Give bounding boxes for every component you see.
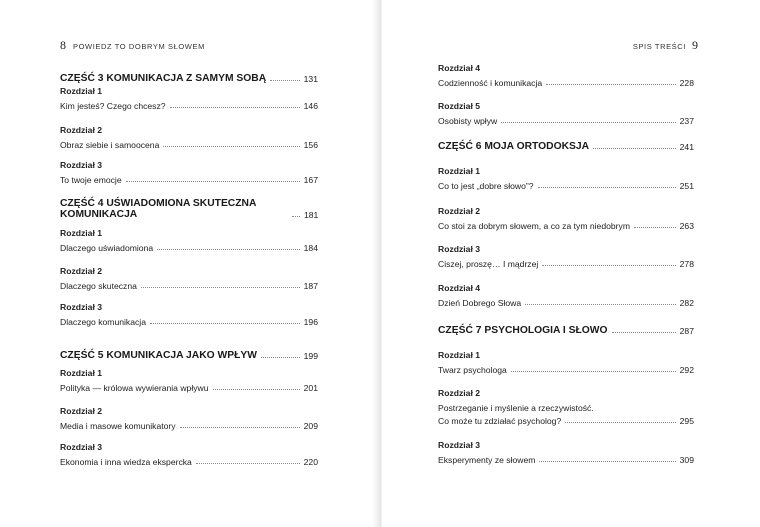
right-page (382, 0, 760, 527)
toc-part-title: CZĘŚĆ 5 KOMUNIKACJA JAKO WPŁYW (60, 350, 257, 361)
toc-page-number: 241 (679, 142, 694, 152)
toc-chapter-title: Co stoi za dobrym słowem, a co za tym niedobrym (438, 221, 630, 231)
toc-chapter (438, 283, 694, 308)
toc-chapter-title: Co to jest „dobre słowo”? (438, 181, 534, 191)
toc-chapter (60, 125, 318, 150)
toc-leader-dots (546, 84, 676, 85)
toc-leader-dots (565, 422, 675, 423)
toc-chapter-label: Rozdział 2 (60, 406, 103, 416)
toc-page-number: 156 (303, 140, 318, 150)
toc-chapter (60, 302, 318, 327)
toc-chapter-title-line (438, 178, 694, 191)
toc-chapter-title: Kim jesteś? Czego chcesz? (60, 101, 166, 111)
toc-page-number: 295 (679, 416, 694, 426)
toc-chapter (438, 350, 694, 375)
toc-chapter-title: Dlaczego uświadomiona (60, 243, 154, 253)
toc-leader-dots (501, 122, 675, 123)
toc-leader-dots (634, 227, 676, 228)
toc-page-number: 196 (303, 317, 318, 327)
toc-page-number: 131 (303, 74, 318, 84)
toc-part-title: CZĘŚĆ 4 UŚWIADOMIONA SKUTECZNA KOMUNIKACJA (60, 198, 257, 220)
toc-page-number: 237 (679, 116, 694, 126)
left-running-head (60, 38, 205, 53)
toc-chapter-label: Rozdział 2 (60, 125, 103, 135)
left-page-number: 8 (60, 38, 66, 52)
toc-page-number: 146 (303, 101, 318, 111)
toc-chapter (438, 440, 694, 465)
toc-page-number: 201 (303, 383, 318, 393)
toc-leader-dots (539, 461, 675, 462)
toc-leader-dots (126, 181, 300, 182)
toc-chapter (60, 266, 318, 291)
toc-leader-dots (150, 323, 300, 324)
toc-chapter-title-line (438, 295, 694, 308)
toc-leader-dots (180, 427, 300, 428)
toc-chapter-title: Ekonomia i inna wiedza ekspercka (60, 457, 192, 467)
toc-leader-dots (213, 389, 300, 390)
toc-leader-dots (542, 265, 675, 266)
toc-page-number: 181 (304, 210, 319, 220)
toc-chapter-title-line (438, 218, 694, 231)
toc-chapter-title: Media i masowe komunikatory (60, 421, 176, 431)
toc-chapter-title: Osobisty wpływ (438, 116, 498, 126)
toc-chapter (60, 228, 318, 253)
toc-chapter-label: Rozdział 3 (60, 302, 103, 312)
toc-chapter-label: Rozdział 1 (438, 166, 481, 176)
toc-leader-dots (612, 332, 676, 333)
toc-page-number: 287 (679, 326, 694, 336)
toc-chapter-label: Rozdział 2 (438, 388, 481, 398)
toc-chapter-label: Rozdział 3 (60, 160, 103, 170)
toc-chapter-label: Rozdział 3 (60, 442, 103, 452)
toc-page-number: 187 (303, 281, 318, 291)
toc-leader-dots (196, 463, 300, 464)
toc-page-number: 184 (303, 243, 318, 253)
toc-chapter-label: Rozdział 1 (60, 86, 103, 96)
toc-chapter-title-line (60, 172, 318, 185)
toc-chapter-label: Rozdział 4 (438, 283, 481, 293)
toc-part-heading (438, 138, 694, 152)
toc-page-number: 228 (679, 78, 694, 88)
toc-chapter-title: Obraz siebie i samoocena (60, 140, 160, 150)
toc-chapter (438, 244, 694, 269)
toc-part-title: CZĘŚĆ 7 PSYCHOLOGIA I SŁOWO (438, 325, 608, 336)
toc-chapter-label: Rozdział 1 (438, 350, 481, 360)
toc-chapter-label: Rozdział 2 (438, 206, 481, 216)
toc-chapter (438, 166, 694, 191)
toc-chapter-label: Rozdział 2 (60, 266, 103, 276)
toc-part-title: CZĘŚĆ 6 MOJA ORTODOKSJA (438, 141, 590, 152)
toc-chapter-label: Rozdział 4 (438, 63, 481, 73)
toc-page-number: 263 (679, 221, 694, 231)
toc-part-heading (60, 347, 318, 361)
toc-leader-dots (157, 249, 300, 250)
toc-chapter-label: Rozdział 1 (60, 368, 103, 378)
toc-chapter-title: Co może tu zdziałać psycholog? (438, 416, 562, 426)
toc-page-number: 220 (303, 457, 318, 467)
toc-chapter-title-line (438, 400, 694, 413)
toc-part-title: CZĘŚĆ 3 KOMUNIKACJA Z SAMYM SOBĄ (60, 73, 267, 84)
toc-chapter-title: To twoje emocje (60, 175, 122, 185)
toc-chapter-title: Polityka — królowa wywierania wpływu (60, 383, 209, 393)
toc-leader-dots (163, 146, 299, 147)
toc-chapter-title-line (60, 380, 318, 393)
toc-chapter-title-line (438, 452, 694, 465)
toc-leader-dots (170, 107, 300, 108)
toc-chapter-title-line (438, 256, 694, 269)
toc-chapter-label: Rozdział 3 (438, 244, 481, 254)
toc-leader-dots (511, 371, 676, 372)
right-page-number: 9 (692, 38, 698, 52)
toc-chapter-title-line (60, 137, 318, 150)
toc-chapter-title: Dzień Dobrego Słowa (438, 298, 522, 308)
toc-chapter (60, 86, 318, 111)
toc-chapter (438, 101, 694, 126)
toc-chapter-title-line (60, 240, 318, 253)
toc-chapter-title-line (60, 314, 318, 327)
toc-chapter-label: Rozdział 5 (438, 101, 481, 111)
toc-page-number: 167 (303, 175, 318, 185)
toc-chapter-label: Rozdział 3 (438, 440, 481, 450)
left-page (0, 0, 378, 527)
toc-page-number: 282 (679, 298, 694, 308)
toc-chapter (438, 206, 694, 231)
toc-chapter (60, 406, 318, 431)
toc-leader-dots (270, 80, 300, 81)
toc-page-number: 278 (679, 259, 694, 269)
toc-chapter (60, 160, 318, 185)
toc-leader-dots (292, 216, 300, 217)
toc-chapter-title-line (60, 418, 318, 431)
toc-chapter-title: Dlaczego komunikacja (60, 317, 146, 327)
right-running-head (633, 38, 698, 53)
toc-chapter-title: Twarz psychologa (438, 365, 507, 375)
toc-chapter-title-line (60, 278, 318, 291)
toc-page-number: 251 (679, 181, 694, 191)
toc-chapter (438, 63, 694, 88)
toc-leader-dots (593, 148, 676, 149)
toc-part-heading (60, 198, 319, 220)
toc-chapter-title-line (438, 75, 694, 88)
toc-chapter (60, 442, 318, 467)
toc-part-heading (438, 322, 694, 336)
left-running-head-text: POWIEDZ TO DOBRYM SŁOWEM (73, 42, 205, 51)
toc-chapter-label: Rozdział 1 (60, 228, 103, 238)
toc-leader-dots (525, 304, 676, 305)
toc-chapter-title-line (60, 98, 318, 111)
toc-chapter (438, 388, 694, 426)
toc-leader-dots (141, 287, 300, 288)
toc-chapter (60, 368, 318, 393)
toc-chapter-title: Ciszej, proszę… I mądrzej (438, 259, 539, 269)
toc-chapter-title-line (438, 413, 694, 426)
toc-chapter-title-line (60, 454, 318, 467)
right-running-head-text: SPIS TREŚCI (632, 42, 686, 51)
toc-leader-dots (538, 187, 676, 188)
toc-page-number: 292 (679, 365, 694, 375)
toc-part-heading (60, 70, 318, 84)
toc-chapter-title: Dlaczego skuteczna (60, 281, 137, 291)
toc-chapter-title: Codzienność i komunikacja (438, 78, 543, 88)
toc-chapter-title-line (438, 113, 694, 126)
toc-chapter-title-line (438, 362, 694, 375)
toc-page-number: 309 (679, 455, 694, 465)
toc-leader-dots (261, 357, 300, 358)
toc-chapter-title: Postrzeganie i myślenie a rzeczywistość. (438, 403, 594, 413)
toc-page-number: 199 (303, 351, 318, 361)
toc-page-number: 209 (303, 421, 318, 431)
toc-chapter-title: Eksperymenty ze słowem (438, 455, 536, 465)
